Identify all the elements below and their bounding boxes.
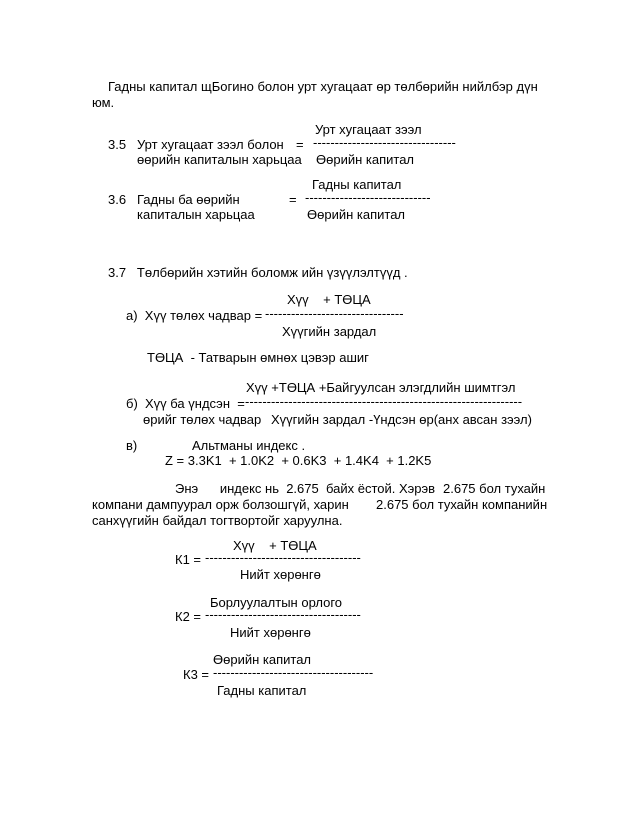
f36-fraction-bar: ----------------------------- [305, 190, 431, 205]
f36-label-1: Гадны ба өөрийн [137, 192, 240, 207]
b-lhs: б) Хүү ба үндсэн = [126, 396, 253, 411]
f36-numerator: Гадны капитал [312, 177, 402, 192]
k1-fraction-bar: ------------------------------------ [205, 550, 361, 565]
tosa-definition: ТӨЦА - Татварын өмнөх цэвэр ашиг [147, 350, 369, 365]
intro-line-1: Гадны капитал щБогино болон урт хугацаат өр төлбөрийн нийлбэр дүн [108, 79, 538, 94]
para-line-2a: компани дампуурал орж болзошгүй, харин [92, 497, 349, 512]
b-numerator: Хүү +ТӨЦА +Байгуулсан элэгдлийн шимтгэл [246, 380, 516, 395]
f36-equals: = [289, 192, 297, 207]
k1-numerator: Хүү + ТӨЦА [233, 538, 317, 553]
b-fraction-bar: ---------------------------------------------------------------- [245, 394, 523, 409]
k2-numerator: Борлуулалтын орлого [210, 595, 342, 610]
f36-label-2: капиталын харьцаа [137, 207, 255, 222]
para-line-1b: 2.675 бол тухайн [443, 481, 546, 496]
c-title: Альтманы индекс . [192, 438, 306, 453]
k1-denominator: Нийт хөрөнгө [240, 567, 321, 582]
f36-denominator: Өөрийн капитал [307, 207, 406, 222]
f35-denominator: Өөрийн капитал [316, 152, 415, 167]
altman-formula: Z = 3.3K1 + 1.0K2 + 0.6K3 + 1.4K4 + 1.2K5 [165, 453, 432, 468]
a-lhs: а) Хүү төлөх чадвар = [126, 308, 266, 323]
para-line-1a: Энэ индекс нь 2.675 байх ёстой. Хэрэв [175, 481, 436, 496]
f35-fraction-bar: --------------------------------- [313, 135, 456, 150]
k2-fraction-bar: ------------------------------------ [205, 607, 361, 622]
f35-numerator: Урт хугацаат зээл [315, 122, 422, 137]
f35-number: 3.5 [108, 137, 127, 152]
f35-label-1: Урт хугацаат зээл болон [137, 137, 284, 152]
intro-line-2: юм. [92, 95, 115, 110]
c-label: в) [126, 438, 138, 453]
k3-lhs: К3 = [183, 667, 213, 682]
k3-numerator: Өөрийн капитал [213, 652, 312, 667]
section-3-7-heading: 3.7 Төлбөрийн хэтийн боломж ийн үзүүлэлтүүд . [108, 265, 408, 280]
f35-equals: = [296, 137, 304, 152]
para-line-3: санхүүгийн байдал тогтвортойг харуулна. [92, 513, 343, 528]
f35-label-2: өөрийн капиталын харьцаа [137, 152, 302, 167]
b-denominator: Хүүгийн зардал -Үндсэн өр(анх авсан зээл) [271, 412, 532, 427]
a-fraction-bar: -------------------------------- [265, 306, 404, 321]
b-lhs-2: өрийг төлөх чадвар [143, 412, 262, 427]
a-denominator: Хүүгийн зардал [282, 324, 377, 339]
k2-denominator: Нийт хөрөнгө [230, 625, 311, 640]
a-numerator: Хүү + ТӨЦА [287, 292, 371, 307]
k3-denominator: Гадны капитал [217, 683, 307, 698]
k2-lhs: К2 = [175, 609, 205, 624]
f36-number: 3.6 [108, 192, 127, 207]
k1-lhs: К1 = [175, 552, 205, 567]
para-line-2b: 2.675 бол тухайн компанийн [376, 497, 548, 512]
k3-fraction-bar: ------------------------------------- [213, 665, 374, 680]
